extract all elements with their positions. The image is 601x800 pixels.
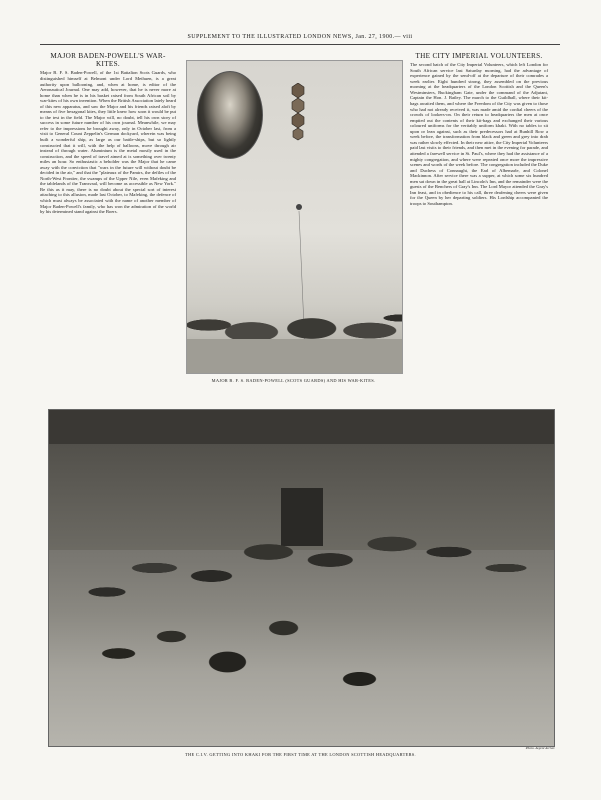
bottom-photo-caption: THE C.I.V. GETTING INTO KHAKI FOR THE FIRST TIME AT THE LONDON SCOTTISH HEADQUARTERS. xyxy=(185,752,416,757)
folio-rule xyxy=(40,44,560,45)
left-article xyxy=(40,52,176,215)
top-photo-caption: MAJOR B. F. S. BADEN-POWELL (SCOTS GUARDS) AND HIS WAR-KITES. xyxy=(211,378,376,383)
war-kites-photograph xyxy=(186,60,403,374)
left-article-body: Major B. F. S. Baden-Powell, of the 1st Battalion Scots Guards, who distinguished himself at Belmont under Lord Methuen, is a great authority upon ballooning, and, when at home, is editor of the Aeronautical Journal. One may add, however, that he is never more at home than when he is in his basket raised from South African soil by war-kites of his own invention. When the British Association lately heard of this new apparatus, and saw the Major and his friends raised aloft by means of five hexagonal kites, they little knew how soon it would be put to the test in the field. The Major will, no doubt, tell his own story of success in some future number of his own journal. Meanwhile, we may refer to the impressions he brought away, only in October last, from a visit to General Count Zeppelin's German dockyard, wherein was being built a wonderful ship, as large as our battle-ships, but so lightly constructed that it will, with the help of balloons, move through air instead of through water. Aluminium is the metal mostly used in the construction, and the speed of travel aimed at is something over twenty miles an hour. So enthusiastic a beholder was the Major that he came away with the conviction that "wars in the future will without doubt be decided in the air," and that the "plateaux of the Pamirs, the defiles of the North-West Frontier, the swamps of the Upper Nile, even Mafeking and the tablelands of the Transvaal, will become as accessible as New York." Be this as it may, there is no doubt about the special sort of interest attaching to this allusion, made last October, to Mafeking, the defence of which must always be associated with the name of another member of Major Baden-Powell's family, who has won the admiration of the world by his determined stand against the Boers. xyxy=(40,70,176,215)
photo-credit: Photo. Argent Archer. xyxy=(525,746,555,750)
civ-khaki-photograph xyxy=(48,409,555,747)
tree-line xyxy=(187,276,402,346)
right-article-headline: THE CITY IMPERIAL VOLUNTEERS. xyxy=(415,52,543,60)
ground xyxy=(187,339,402,373)
foreground-figures xyxy=(79,560,409,730)
page-folio: SUPPLEMENT TO THE ILLUSTRATED LONDON NEWS, Jan. 27, 1900.— viii xyxy=(187,34,413,40)
left-article-headline: MAJOR BADEN-POWELL'S WAR-KITES. xyxy=(50,52,166,69)
right-article-body: The second batch of the City Imperial Volunteers, which left London for South African service last Saturday morning, had the advantage of experience gained by the send-off at the departure of their comrades a week earlier. Eight hundred strong, they assembled on the previous morning at the headquarters of the London Scottish and the Queen's Westminsters, Buckingham Gate, under the command of the Adjutant, Captain the Hon. J. Bailey. The march to the Guildhall, where their kit-bags awaited them, and where the Freedom of the City was given to those who had not already received it, was made amid the cordial cheers of the crowds of lookers-on. On their return to headquarters the men at once emptied out the contents of their kit-bags and exchanged their various coloured uniforms for the veritably uniform khaki. With no tables to sit upon or lean against, such as their predecessors had at Bunhill Row a week before, the transformation from black and green and grey into drab was rather slowly effected. In their new attire, the City Imperial Volunteers paid last visits to their friends, and then met in the evening for parade, and attended a farewell service in St. Paul's, where they had the assistance of a mighty congregation, and where were repeated once more the impressive scenes and words of the week before. The congregation included the Duke and Duchess of Connaught, the Earl of Albemarle, and Colonel Mackinnon. After service there was a supper, at which some six hundred men sat down in the great hall at Lincoln's Inn, and the remainder were the guests of the Benchers of Gray's Inn. The Lord Mayor attended the Gray's Inn feast, and in obedience to his call, three deafening cheers were given for the Queen by her departing soldiers. His Lordship accompanied the troops to Southampton. xyxy=(410,62,548,206)
roofline xyxy=(49,410,554,444)
right-article xyxy=(410,52,548,206)
